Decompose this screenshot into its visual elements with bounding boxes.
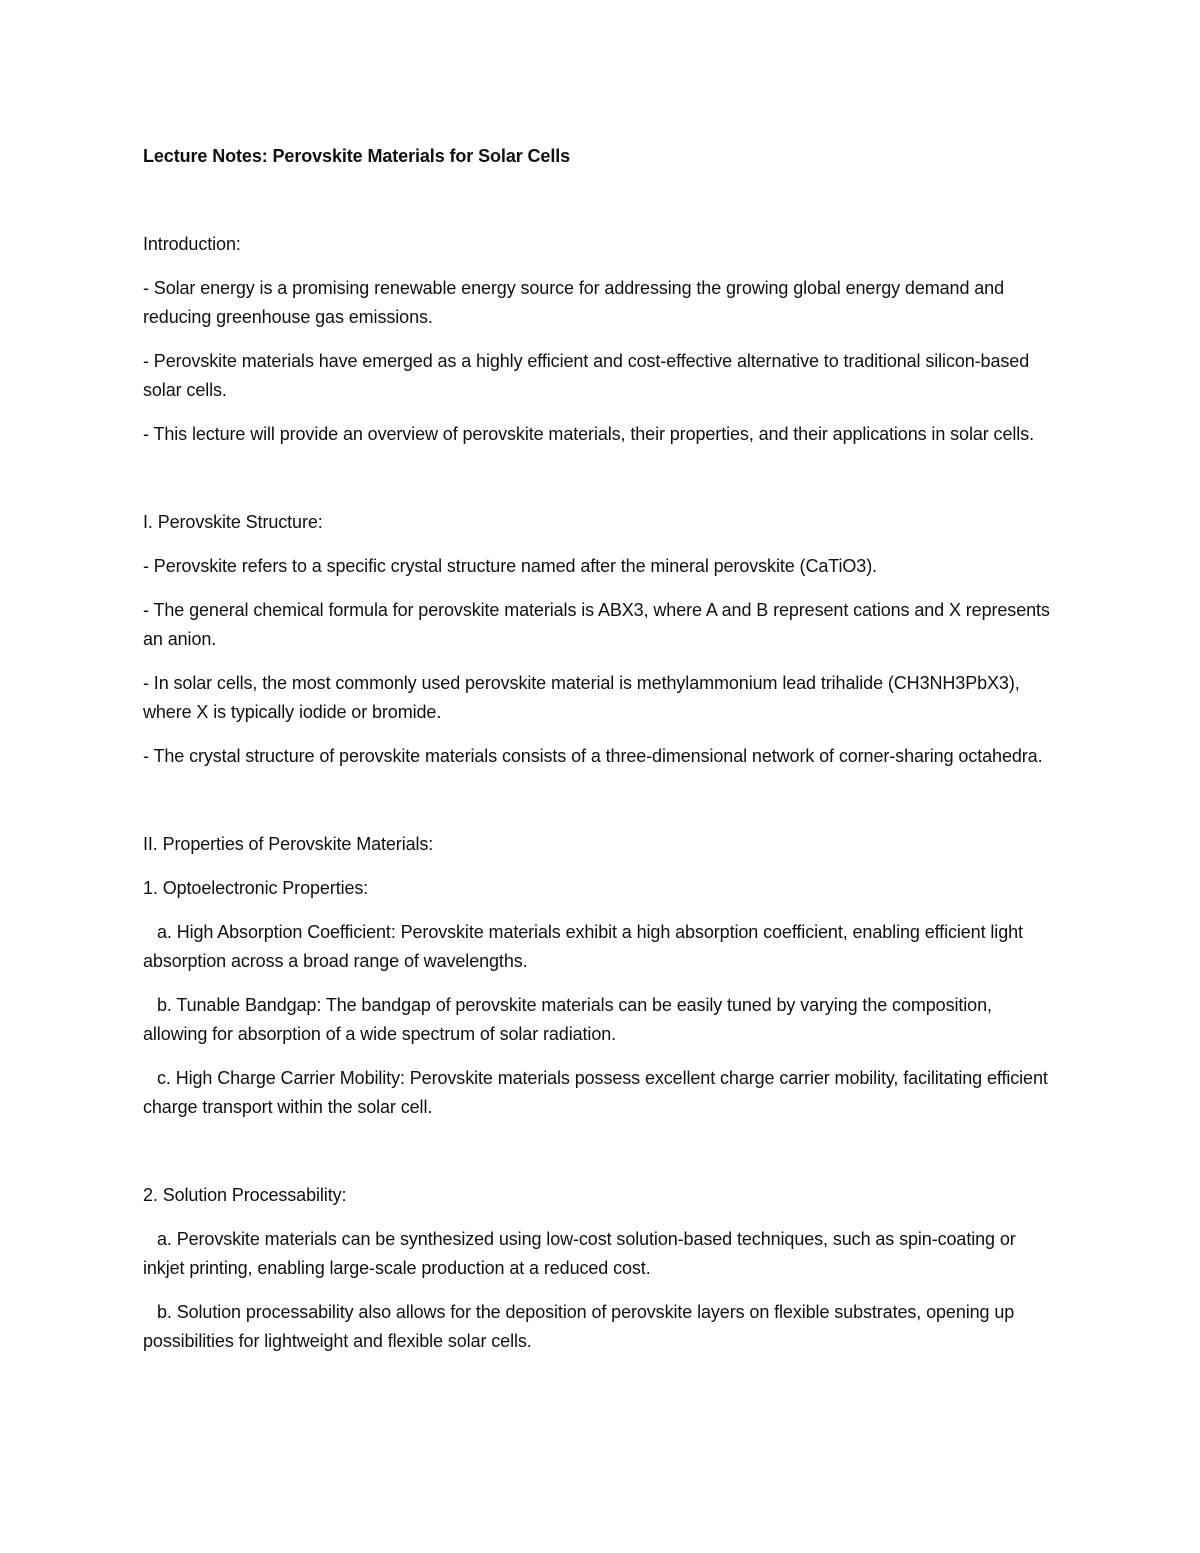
section2-sub2-heading: 2. Solution Processability: xyxy=(143,1185,347,1205)
section2-sub1-heading: 1. Optoelectronic Properties: xyxy=(143,878,369,898)
section1-item: - Perovskite refers to a specific crystal structure named after the mineral perovskite (CaTiO3). xyxy=(143,556,877,576)
section-spacer xyxy=(143,1137,1058,1181)
section1-item: - The crystal structure of perovskite materials consists of a three-dimensional network of corner-sharing octahedra. xyxy=(143,746,1043,766)
section1-item: - The general chemical formula for perovskite materials is ABX3, where A and B represent cations and X represents an anion. xyxy=(143,600,1050,649)
section1-item: - In solar cells, the most commonly used perovskite material is methylammonium lead trihalide (CH3NH3PbX3), where X is typically iodide or bromide. xyxy=(143,673,1020,722)
intro-item: - Perovskite materials have emerged as a highly efficient and cost-effective alternative to traditional silicon-based solar cells. xyxy=(143,351,1030,400)
section1-heading: I. Perovskite Structure: xyxy=(143,512,323,532)
section2-sub1-item: c. High Charge Carrier Mobility: Perovskite materials possess excellent charge carrier mobility, facilitating efficient charge transport within the solar cell. xyxy=(143,1068,1048,1117)
document-body xyxy=(143,142,1058,1371)
section2-sub1-item: b. Tunable Bandgap: The bandgap of perovskite materials can be easily tuned by varying the composition, allowing for absorption of a wide spectrum of solar radiation. xyxy=(143,995,992,1044)
section-spacer xyxy=(143,786,1058,830)
intro-item: - Solar energy is a promising renewable energy source for addressing the growing global energy demand and reducing greenhouse gas emissions. xyxy=(143,278,1005,327)
section2-heading: II. Properties of Perovskite Materials: xyxy=(143,834,434,854)
intro-item: - This lecture will provide an overview of perovskite materials, their properties, and their applications in solar cells. xyxy=(143,424,1034,444)
section-spacer xyxy=(143,464,1058,508)
intro-heading: Introduction: xyxy=(143,234,241,254)
section2-sub1-item: a. High Absorption Coefficient: Perovskite materials exhibit a high absorption coefficient, enabling efficient light absorption across a broad range of wavelengths. xyxy=(143,922,1023,971)
section2-sub2-item: b. Solution processability also allows for the deposition of perovskite layers on flexible substrates, opening up possibilities for lightweight and flexible solar cells. xyxy=(143,1302,1015,1351)
document-title: Lecture Notes: Perovskite Materials for Solar Cells xyxy=(143,146,571,166)
section2-sub2-item: a. Perovskite materials can be synthesized using low-cost solution-based techniques, such as spin-coating or inkjet printing, enabling large-scale production at a reduced cost. xyxy=(143,1229,1016,1278)
